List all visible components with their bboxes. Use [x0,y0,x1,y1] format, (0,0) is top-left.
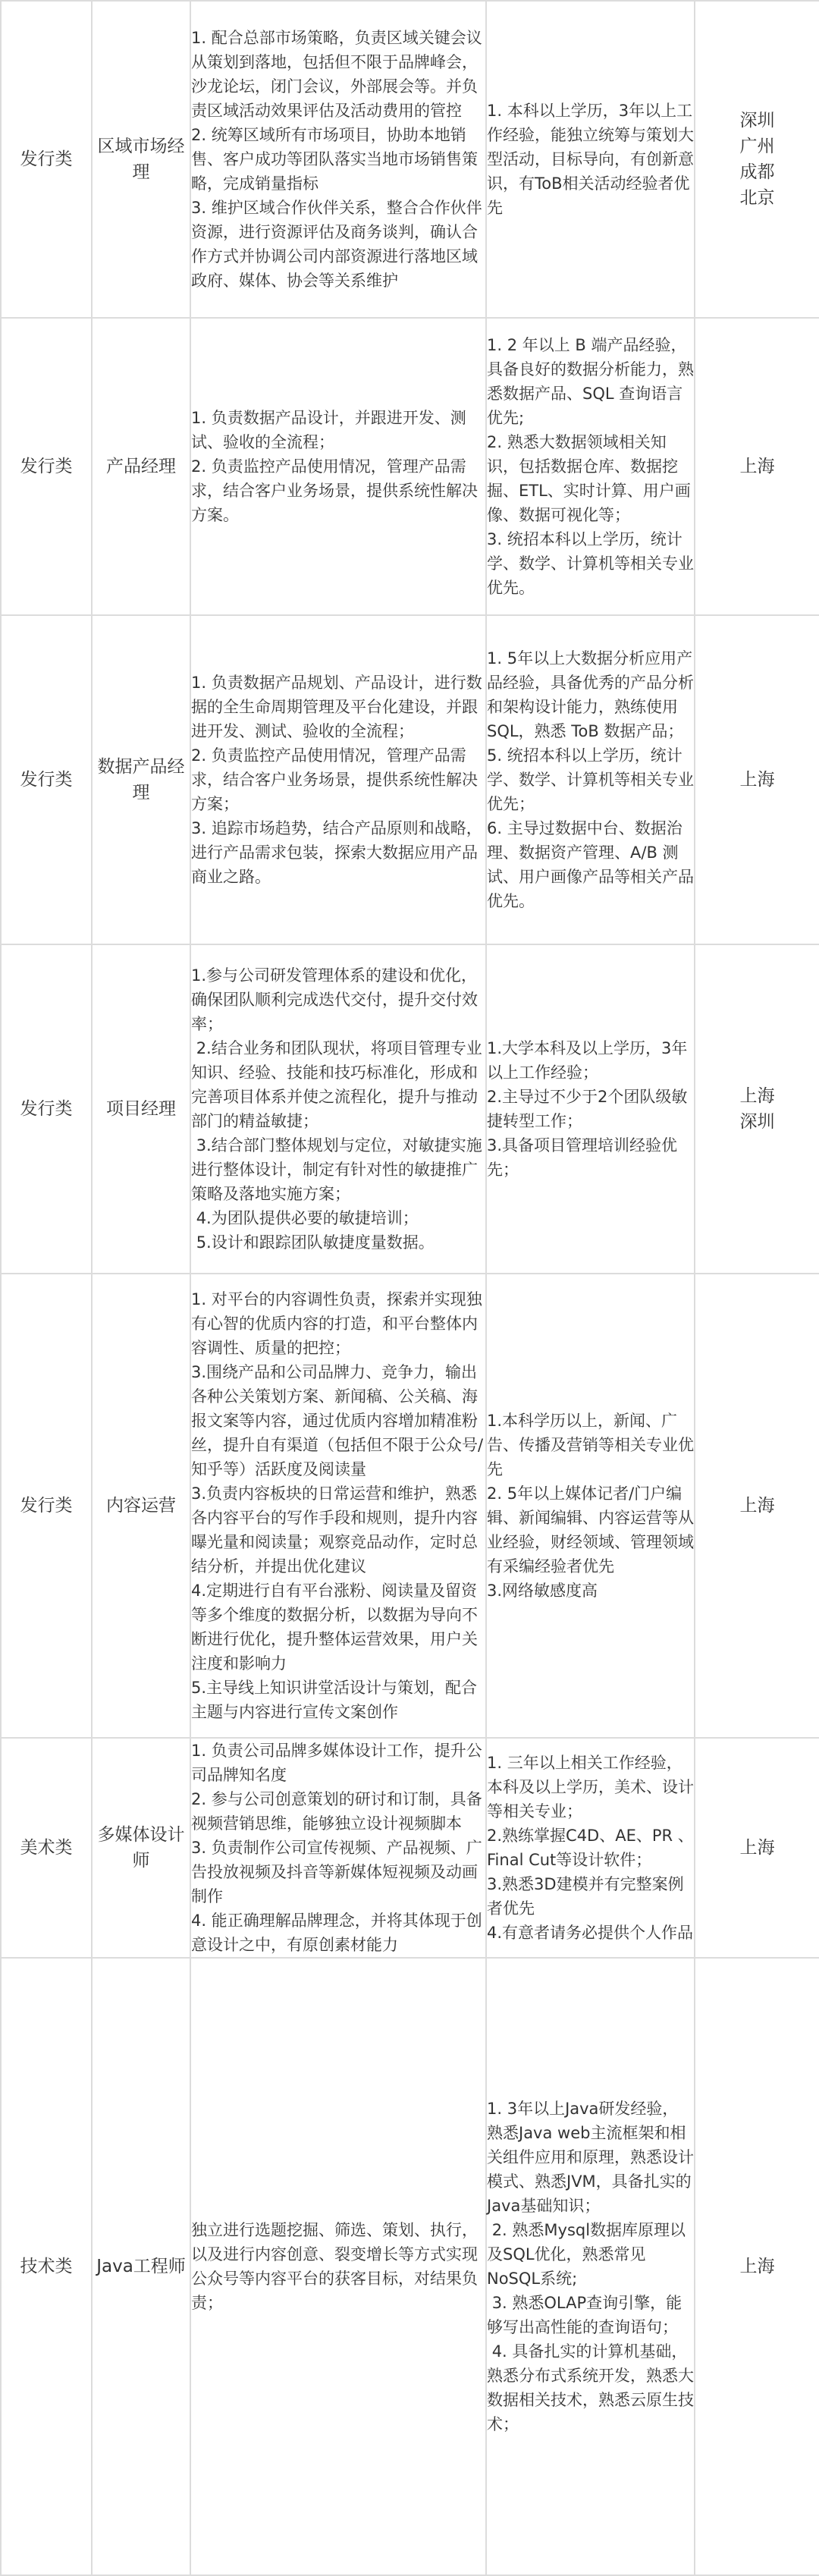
position-cell: Java工程师 [92,1958,190,2575]
location-name: 上海 [739,457,775,476]
requirement-line: 2. 5年以上媒体记者/门户编辑、新闻编辑、内容运营等从业经验，财经领域、管理领域有采编经验者优先 [487,1484,694,1575]
requirement-line: 3. 熟悉OLAP查询引擎，能够写出高性能的查询语句； [487,2294,682,2336]
requirements-cell [486,1,695,318]
position-cell: 产品经理 [92,318,190,615]
duty-line: 1. 负责数据产品规划、产品设计，进行数据的全生命周期管理及平台化建设，并跟进开发、测试、验收的全流程； [191,674,482,740]
duty-line: 4. 能正确理解品牌理念，并将其体现于创意设计之中，有原创素材能力 [191,1912,482,1954]
duty-line: 3. 维护区域合作伙伴关系，整合合作伙伴资源，进行资源评估及商务谈判，确认合作方式并协调公司内部资源进行落地区域政府、媒体、协会等关系维护 [191,199,482,290]
requirements-cell [486,615,695,944]
duties-cell [190,318,486,615]
duty-line: 4.定期进行自有平台涨粉、阅读量及留资等多个维度的数据分析，以数据为导向不断进行优化，提升整体运营效果，用户关注度和影响力 [191,1582,478,1673]
job-row [1,944,819,1274]
duty-line: 5.设计和跟踪团队敏捷度量数据。 [191,1233,435,1252]
duties-cell [190,944,486,1274]
category-cell: 技术类 [1,1958,92,2575]
requirement-line: 5. 统招本科以上学历，统计学、数学、计算机等相关专业优先； [487,746,694,813]
duties-cell [190,1,486,318]
category-cell: 发行类 [1,1274,92,1738]
requirement-line: 1. 3年以上Java研发经验，熟悉Java web主流框架和相关组件应用和原理，熟悉设计模式、熟悉JVM，具备扎实的Java基础知识； [487,2100,694,2215]
position-cell: 项目经理 [92,944,190,1274]
location-name: 上海 [739,770,775,790]
duty-line: 5.主导线上知识讲堂活设计与策划，配合主题与内容进行宣传文案创作 [191,1679,478,1721]
job-row [1,1,819,318]
category-cell: 发行类 [1,318,92,615]
duty-line: 1.参与公司研发管理体系的建设和优化，确保团队顺利完成迭代交付，提升交付效率； [191,966,478,1033]
requirement-line: 3.熟悉3D建模并有完整案例者优先 [487,1875,684,1918]
position-cell: 内容运营 [92,1274,190,1738]
location-name: 北京 [739,188,775,208]
requirement-line: 1.本科学历以上，新闻、广告、传播及营销等相关专业优先 [487,1412,694,1478]
location-name: 深圳 [739,1112,775,1132]
requirements-cell [486,1738,695,1958]
position-cell: 多媒体设计师 [92,1738,190,1958]
duty-line: 2. 负责监控产品使用情况，管理产品需求，结合客户业务场景，提供系统性解决方案。 [191,457,478,524]
requirement-line: 2. 熟悉大数据领域相关知识，包括数据仓库、数据挖掘、ETL、实时计算、用户画像、数据可视化等； [487,433,691,524]
duty-line: 2. 统筹区域所有市场项目，协助本地销售、客户成功等团队落实当地市场销售策略，完成销量指标 [191,126,478,193]
duty-line: 2. 负责监控产品使用情况，管理产品需求，结合客户业务场景，提供系统性解决方案； [191,746,478,813]
location-cell [695,1274,819,1738]
category-cell: 发行类 [1,615,92,944]
requirement-line: 4.有意者请务必提供个人作品 [487,1924,694,1942]
duty-line: 1. 负责数据产品设计，并跟进开发、测试、验收的全流程； [191,409,466,451]
location-cell [695,1958,819,2575]
requirement-line: 1. 三年以上相关工作经验，本科及以上学历，美术、设计等相关专业； [487,1754,694,1820]
location-cell [695,318,819,615]
location-name: 深圳 [739,111,775,130]
category-cell: 美术类 [1,1738,92,1958]
requirement-line: 2.主导过不少于2个团队级敏捷转型工作； [487,1088,688,1130]
requirement-line: 4. 具备扎实的计算机基础，熟悉分布式系统开发，熟悉大数据相关技术，熟悉云原生技术； [487,2342,694,2433]
duties-cell [190,1274,486,1738]
requirement-line: 6. 主导过数据中台、数据治理、数据资产管理、A/B 测试、用户画像产品等相关产品优先。 [487,819,694,910]
job-row [1,1274,819,1738]
position-cell: 数据产品经理 [92,615,190,944]
duty-line: 3.负责内容板块的日常运营和维护，熟悉各内容平台的写作手段和规则，提升内容曝光量和阅读量；观察竞品动作，定时总结分析，并提出优化建议 [191,1484,478,1575]
requirements-cell [486,1274,695,1738]
duty-line: 1. 负责公司品牌多媒体设计工作，提升公司品牌知名度 [191,1742,482,1784]
duties-cell [190,1738,486,1958]
requirement-line: 1. 5年以上大数据分析应用产品经验，具备优秀的产品分析和架构设计能力，熟练使用 SQL，熟悉 ToB 数据产品； [487,649,694,740]
location-name: 上海 [739,1086,775,1106]
location-name: 成都 [739,162,775,182]
requirement-line: 3. 统招本科以上学历，统计学、数学、计算机等相关专业优先。 [487,530,694,597]
requirements-cell [486,318,695,615]
duty-line: 2. 参与公司创意策划的研讨和订制，具备视频营销思维，能够独立设计视频脚本 [191,1790,482,1833]
duty-line: 3. 追踪市场趋势，结合产品原则和战略，进行产品需求包装，探索大数据应用产品商业之路。 [191,819,482,886]
requirement-line: 1.大学本科及以上学历，3年以上工作经验； [487,1039,688,1082]
location-name: 上海 [739,2257,775,2276]
requirement-line: 3.具备项目管理培训经验优先； [487,1136,678,1179]
job-row [1,1738,819,1958]
position-cell: 区域市场经理 [92,1,190,318]
duties-cell [190,1958,486,2575]
location-name: 上海 [739,1838,775,1858]
requirement-line: 2.熟练掌握C4D、AE、PR 、Final Cut等设计软件； [487,1827,694,1869]
requirement-line: 1. 2 年以上 B 端产品经验，具备良好的数据分析能力，熟悉数据产品、SQL 查询语言优先; [487,336,694,427]
duty-line: 1. 对平台的内容调性负责，探索并实现独有心智的优质内容的打造，和平台整体内容调性、质量的把控； [191,1290,482,1357]
requirements-cell [486,1958,695,2575]
job-table-body [1,1,819,2575]
requirements-cell [486,944,695,1274]
duty-line: 3.围绕产品和公司品牌力、竞争力，输出各种公关策划方案、新闻稿、公关稿、海报文案等内容，通过优质内容增加精准粉丝，提升自有渠道（包括但不限于公众号/知乎等）活跃度及阅读量 [191,1363,484,1478]
location-name: 上海 [739,1496,775,1516]
requirement-line: 1. 本科以上学历，3年以上工作经验，能独立统筹与策划大型活动，目标导向，有创新意识，有ToB相关活动经验者优先 [487,102,694,217]
location-cell [695,615,819,944]
duty-line: 2.结合业务和团队现状，将项目管理专业知识、经验、技能和技巧标准化，形成和完善项目体系并使之流程化，提升与推动部门的精益敏捷； [191,1039,482,1130]
requirement-line: 2. 熟悉Mysql数据库原理以及SQL优化，熟悉常见NoSQL系统; [487,2221,686,2288]
category-cell: 发行类 [1,1,92,318]
job-row [1,615,819,944]
duty-line: 3.结合部门整体规划与定位，对敏捷实施进行整体设计，制定有针对性的敏捷推广策略及落地实施方案； [191,1136,482,1203]
location-cell [695,944,819,1274]
job-row [1,318,819,615]
duty-line: 独立进行选题挖掘、筛选、策划、执行，以及进行内容创意、裂变增长等方式实现公众号等内容平台的获客目标，对结果负责； [191,2221,478,2312]
location-cell [695,1,819,318]
requirement-line: 3.网络敏感度高 [487,1582,598,1600]
duty-line: 3. 负责制作公司宣传视频、产品视频、广告投放视频及抖音等新媒体短视频及动画制作 [191,1839,482,1905]
duty-line: 4.为团队提供必要的敏捷培训； [191,1209,419,1227]
location-name: 广州 [739,137,775,156]
category-cell: 发行类 [1,944,92,1274]
location-cell [695,1738,819,1958]
duties-cell [190,615,486,944]
job-row [1,1958,819,2575]
duty-line: 1. 配合总部市场策略，负责区域关键会议从策划到落地，包括但不限于品牌峰会，沙龙论坛，闭门会议，外部展会等。并负责区域活动效果评估及活动费用的管控 [191,29,482,120]
